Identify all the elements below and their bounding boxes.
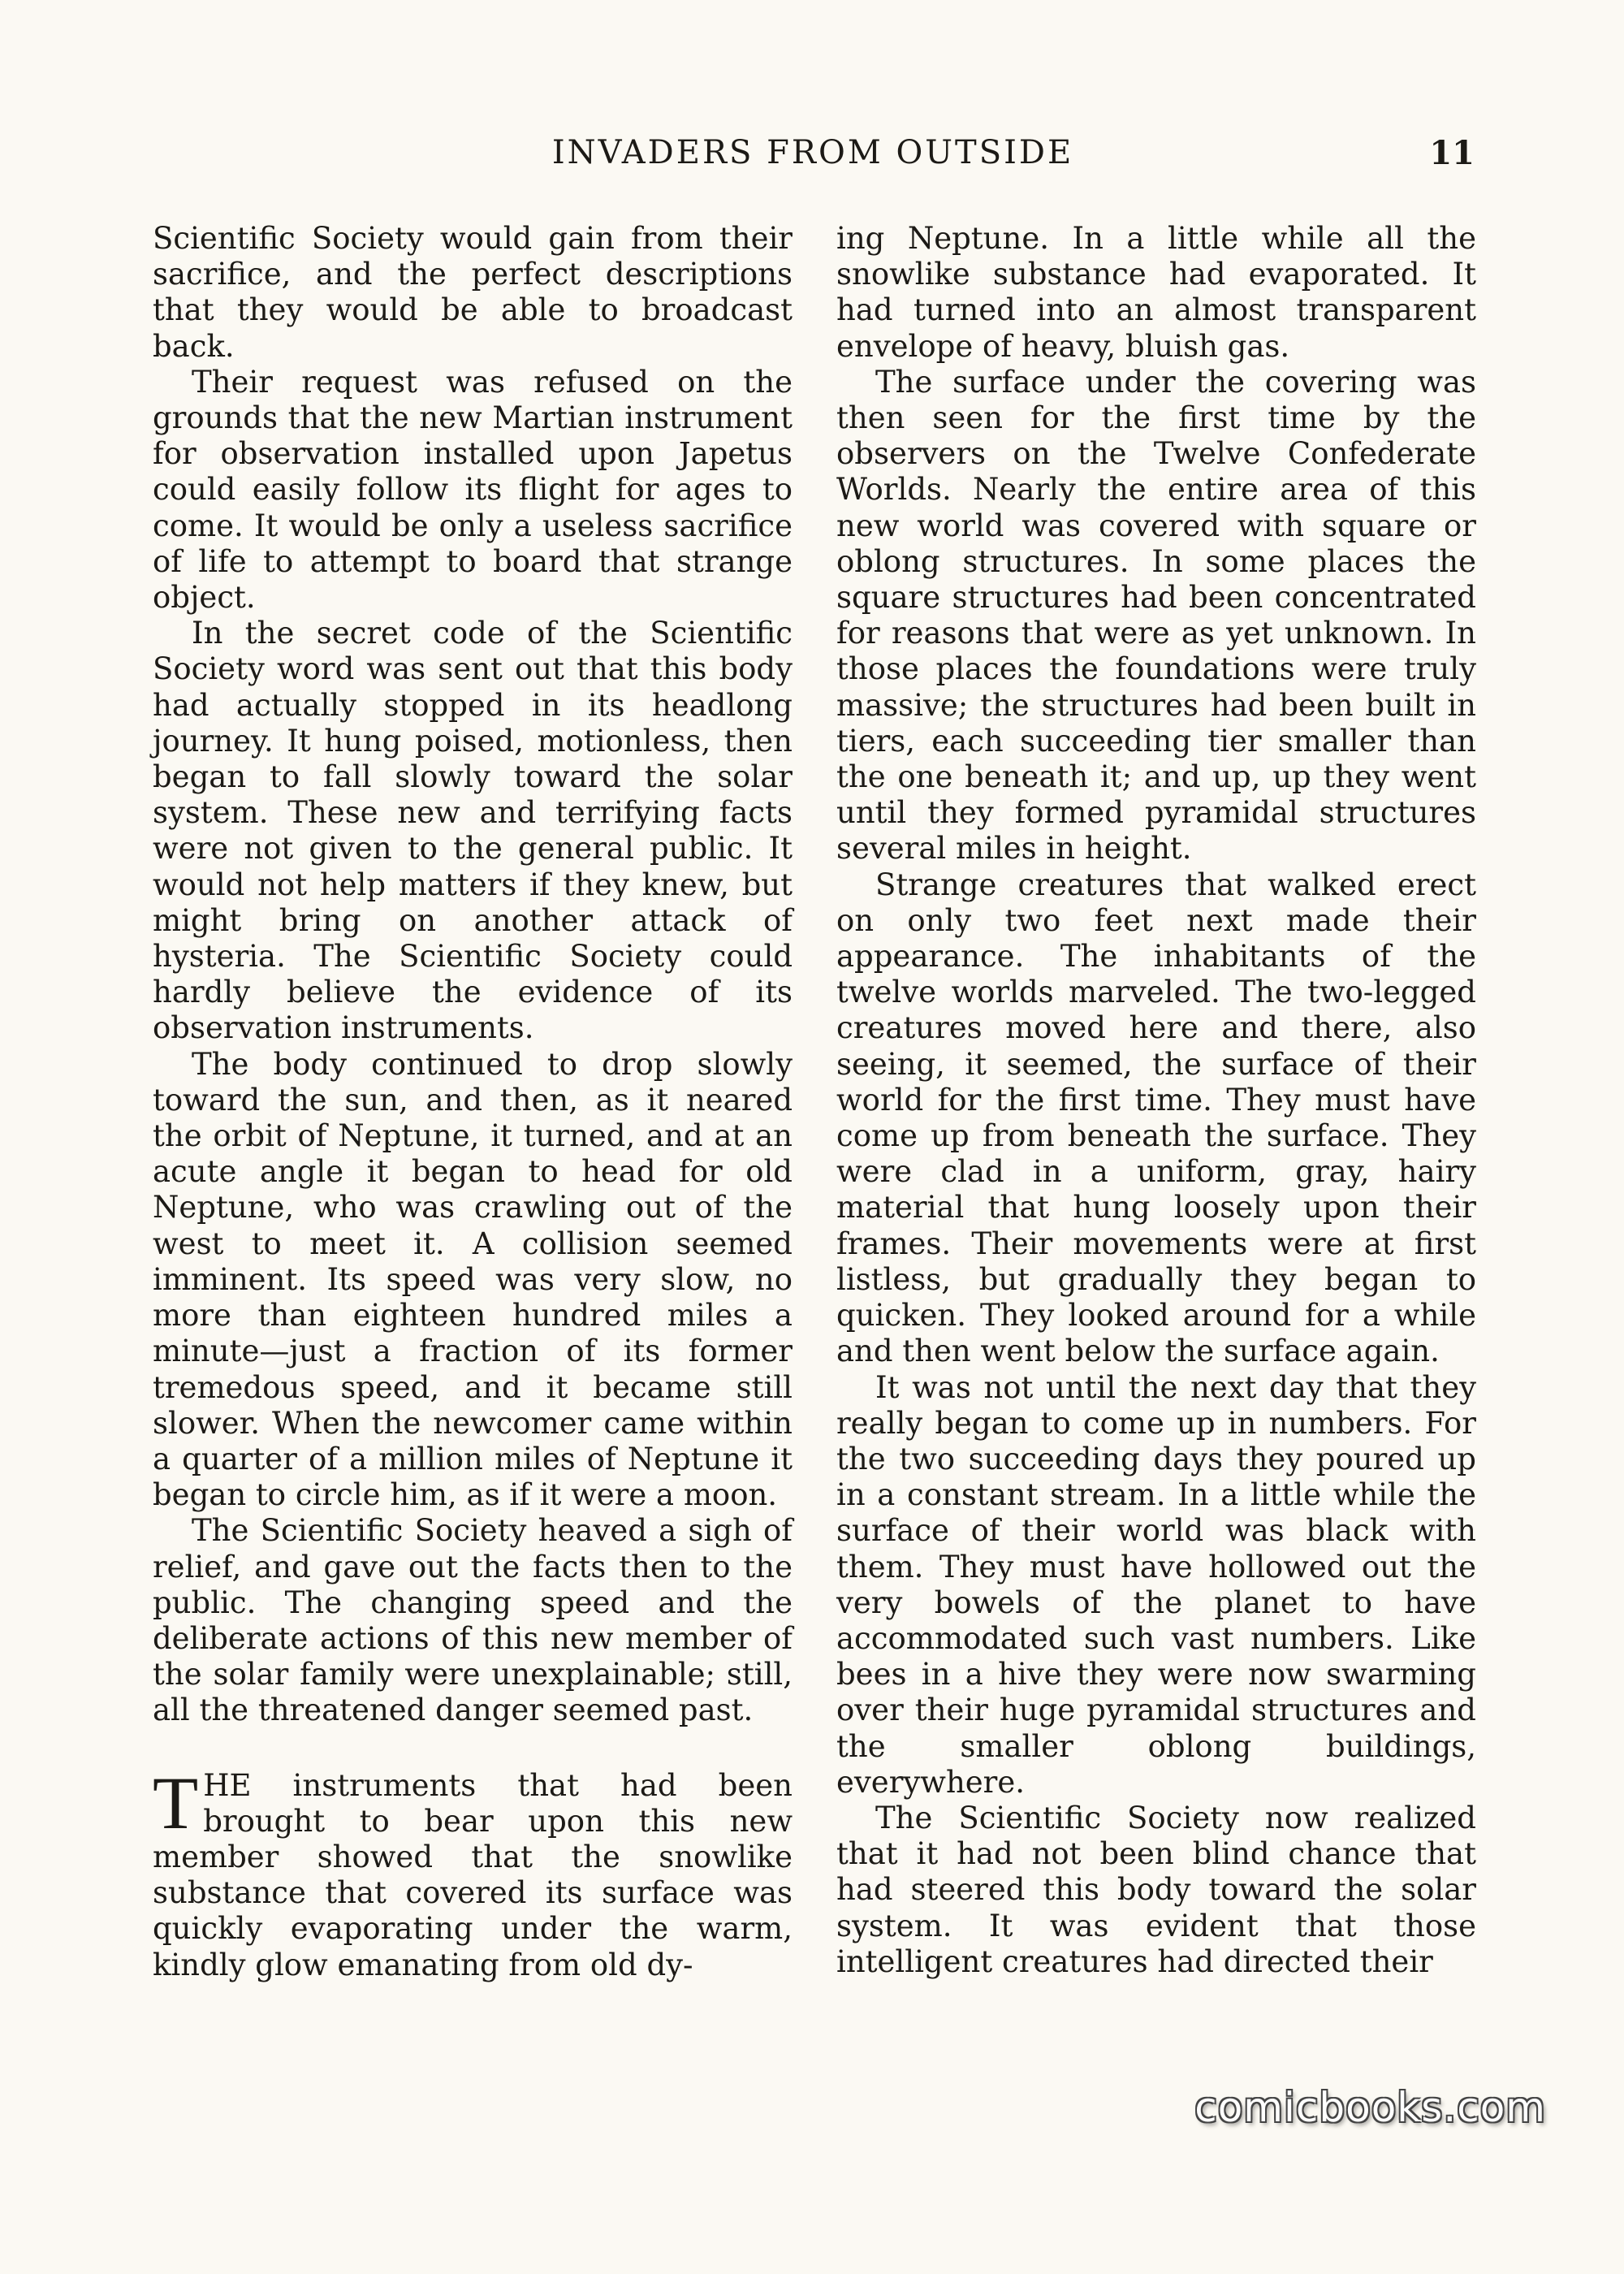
paragraph: Their request was refused on the grounds that the new Martian instrument for observation installed upon Japetus could easily follow its flight for ages to come. It would be only a useless sacrifice of life to attempt to board that strange object. [153, 364, 793, 616]
paragraph: The surface under the covering was then seen for the first time by the observers on the Twelve Confederate Worlds. Nearly the entire area of this new world was covered with square or oblong structures. In some places the square structures had been concentrated for reasons that were as yet unknown. In those places the foundations were truly massive; the structures had been built in tiers, each succeeding tier smaller than the one beneath it; and up, up they went until they formed pyramidal structures several miles in height. [836, 364, 1476, 867]
paragraph-text: HE instruments that had been brought to bear upon this new member showed that the snowlike substance that covered its surface was quickly evaporating under the warm, kindly glow emanating from old dy- [153, 1767, 793, 1982]
right-column [836, 221, 1476, 1980]
watermark-logo: comicbooks.com [1194, 2084, 1546, 2131]
paragraph: ing Neptune. In a little while all the snowlike substance had evaporated. It had turned into an almost transparent envelope of heavy, bluish gas. [836, 221, 1476, 364]
drop-cap: T [153, 1761, 199, 1844]
paragraph: The Scientific Society now realized that it had not been blind chance that had steered this body toward the solar system. It was evident that those intelligent creatures had directed their [836, 1800, 1476, 1979]
paragraph: Scientific Society would gain from their sacrifice, and the perfect descriptions that they would be able to broadcast back. [153, 221, 793, 364]
left-column [153, 221, 793, 1983]
paragraph: The Scientific Society heaved a sigh of relief, and gave out the facts then to the public. The changing speed and the deliberate actions of this new member of the solar family were unexplainable; still, all the threatened danger seemed past. [153, 1513, 793, 1728]
paragraph: In the secret code of the Scientific Society word was sent out that this body had actually stopped in its headlong journey. It hung poised, motionless, then began to fall slowly toward the solar system. These new and terrifying facts were not given to the general public. It would not help matters if they knew, but might bring on another attack of hysteria. The Scientific Society could hardly believe the evidence of its observation instruments. [153, 616, 793, 1046]
paragraph: The body continued to drop slowly toward the sun, and then, as it neared the orbit of Neptune, it turned, and at an acute angle it began to head for old Neptune, who was crawling out of the west to meet it. A collision seemed imminent. Its speed was very slow, no more than eighteen hundred miles a minute—just a fraction of its former tremedous speed, and it became still slower. When the newcomer came within a quarter of a million miles of Neptune it began to circle him, as if it were a moon. [153, 1046, 793, 1513]
page-number: 11 [1429, 134, 1475, 172]
page-header [151, 134, 1475, 183]
section-paragraph [153, 1761, 793, 1983]
paragraph: Strange creatures that walked erect on only two feet next made their appearance. The inhabitants of the twelve worlds marveled. The two-legged creatures moved here and there, also seeing, it seemed, the surface of their world for the first time. They must have come up from beneath the surface. They were clad in a uniform, gray, hairy material that hung loosely upon their frames. Their movements were at first listless, but gradually they began to quicken. They looked around for a while and then went below the surface again. [836, 867, 1476, 1369]
running-title: INVADERS FROM OUTSIDE [551, 134, 1074, 171]
paragraph: It was not until the next day that they really began to come up in numbers. For the two succeeding days they poured up in a constant stream. In a little while the surface of their world was black with them. They must have hollowed out the very bowels of the planet to have accommodated such vast numbers. Like bees in a hive they were now swarming over their huge pyramidal structures and the smaller oblong buildings, everywhere. [836, 1369, 1476, 1800]
